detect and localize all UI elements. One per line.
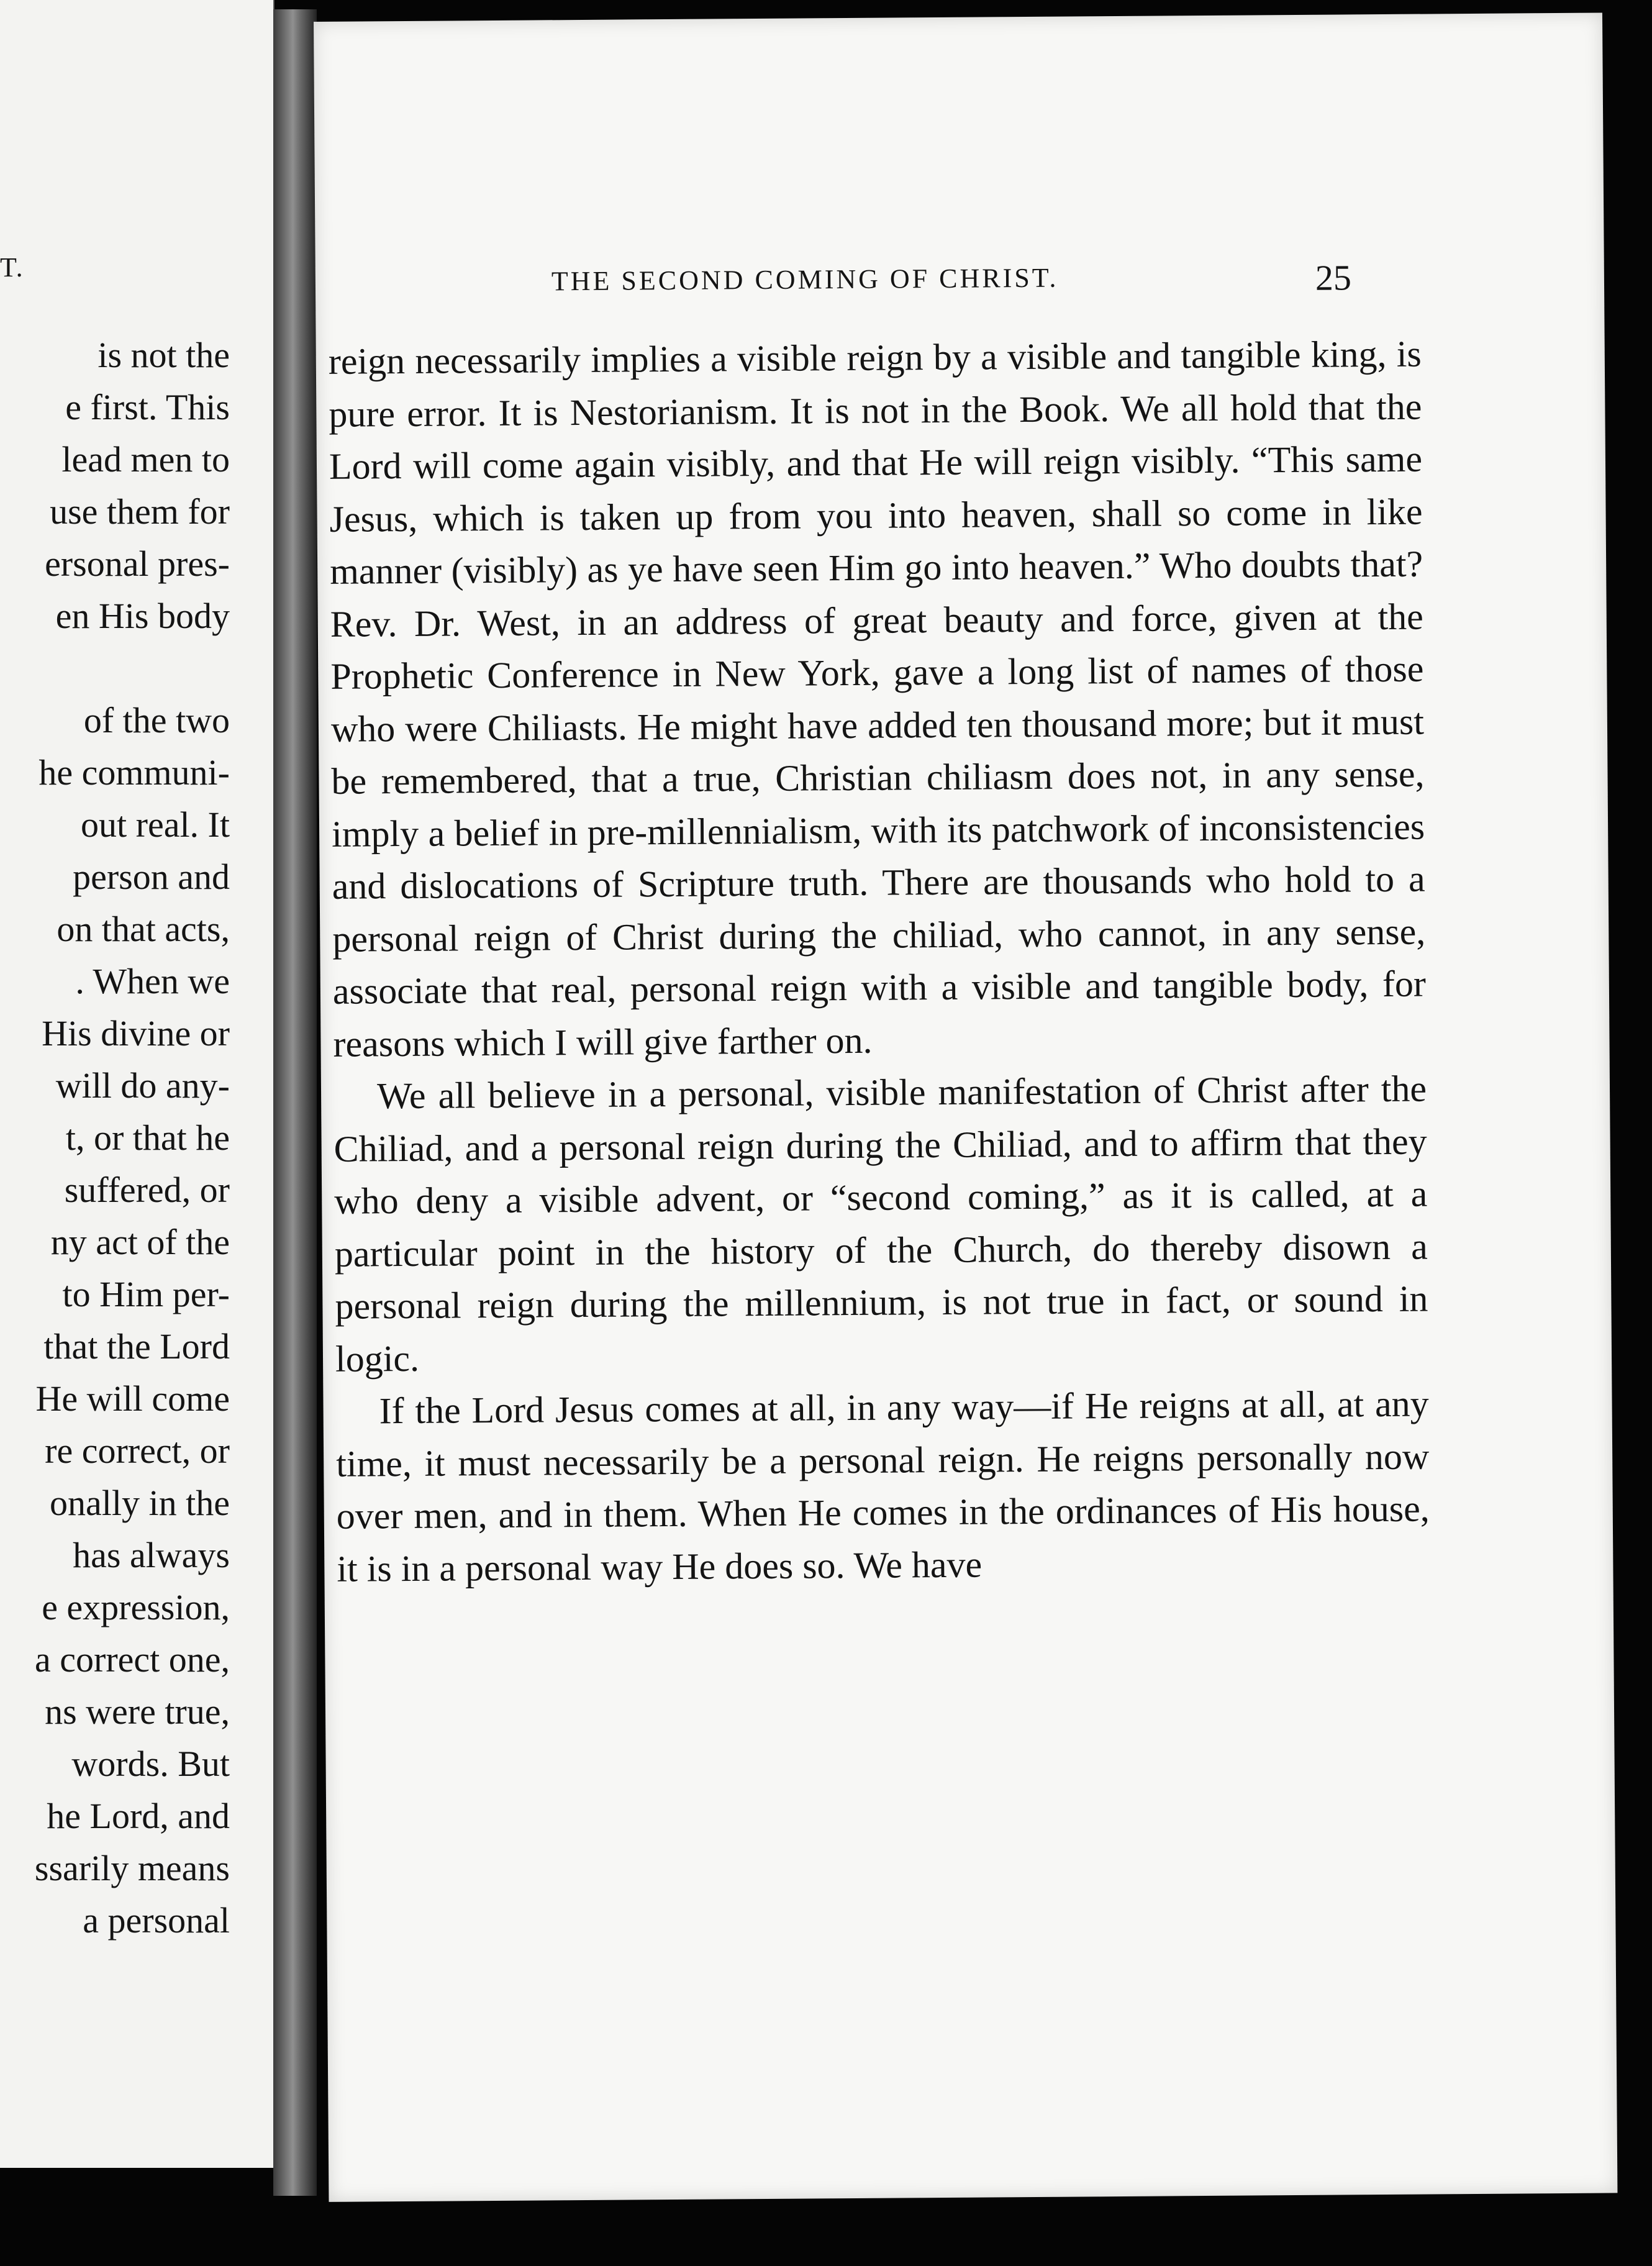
left-text-line: a correct one,: [35, 1639, 230, 1680]
page-number: 25: [1315, 257, 1352, 298]
left-text-line: re correct, or: [45, 1431, 230, 1471]
left-text-line: onally in the: [50, 1483, 230, 1523]
left-text-line: suffered, or: [64, 1170, 230, 1210]
left-text-line: His divine or: [42, 1013, 230, 1053]
left-text-line: ny act of the: [50, 1222, 230, 1262]
left-text-line: t, or that he: [65, 1117, 230, 1158]
line-gap: [0, 642, 230, 694]
left-text-line: ns were true,: [45, 1691, 230, 1732]
left-text-line: of the two: [83, 700, 230, 740]
left-text-line: e first. This: [65, 387, 230, 427]
left-text-line: en His body: [55, 596, 230, 636]
left-text-line: words. But: [71, 1744, 230, 1784]
body-text: [329, 328, 1430, 1595]
left-page-text: [0, 329, 230, 1947]
book-gutter: [273, 9, 317, 2196]
left-text-line: e expression,: [42, 1587, 230, 1627]
left-text-line: use them for: [50, 491, 230, 532]
left-text-line: He will come: [35, 1378, 230, 1419]
left-text-line: that the Lord: [43, 1326, 230, 1367]
left-running-head-fragment: T.: [0, 252, 24, 283]
left-text-line: he communi-: [39, 752, 230, 793]
left-text-line: has always: [73, 1535, 230, 1575]
left-text-line: he Lord, and: [47, 1796, 230, 1836]
left-text-line: on that acts,: [57, 909, 230, 949]
right-page: [314, 13, 1617, 2202]
left-text-line: will do any-: [55, 1065, 230, 1106]
left-text-line: ssarily means: [34, 1848, 230, 1888]
left-page: [0, 0, 275, 2168]
left-text-line: ersonal pres-: [45, 544, 230, 584]
left-text-line: person and: [73, 857, 230, 897]
left-text-line: lead men to: [61, 439, 230, 480]
paragraph: We all believe in a personal, visible manifestation of Christ after the Chiliad, and a personal reign during the Chiliad, and to affirm that they who deny a visible advent, or “second coming,” as it is called, at a particular point in the history of the Church, do thereby disown a personal reign during the millennium, is not true in fact, or sound in logic.: [334, 1068, 1428, 1380]
paragraph: reign necessarily implies a visible reign by a visible and tangible king, is pure error. It is Nestorianism. It is not in the Book. We all hold that the Lord will come again visibly, and that He will reign visibly. “This same Jesus, which is taken up from you into heaven, shall so come in like manner (visibly) as ye have seen Him go into heaven.” Who doubts that? Rev. Dr. West, in an address of great beauty and force, given at the Prophetic Conference in New York, gave a long list of names of those who were Chiliasts. He might have added ten thousand more; but it must be remembered, that a true, Christian chiliasm does not, in any sense, imply a belief in pre-millennialism, with its patchwork of inconsistencies and dislocations of Scripture truth. There are thousands who hold to a personal reign of Christ during the chiliad, who cannot, in any sense, associate that real, personal reign with a visible and tangible body, for reasons which I will give farther on.: [328, 333, 1427, 1065]
left-text-line: out real. It: [81, 804, 230, 845]
running-head: THE SECOND COMING OF CHRIST.: [551, 262, 1059, 297]
left-text-line: a personal: [83, 1900, 230, 1941]
paragraph: If the Lord Jesus comes at all, in any way—if He reigns at all, at any time, it must necessarily be a personal reign. He reigns personally now over men, and in them. When He comes in the ordinances of His house, it is in a personal way He does so. We have: [335, 1383, 1430, 1590]
left-text-line: to Him per-: [62, 1274, 230, 1314]
left-text-line: is not the: [98, 335, 230, 375]
left-text-line: . When we: [75, 961, 230, 1001]
